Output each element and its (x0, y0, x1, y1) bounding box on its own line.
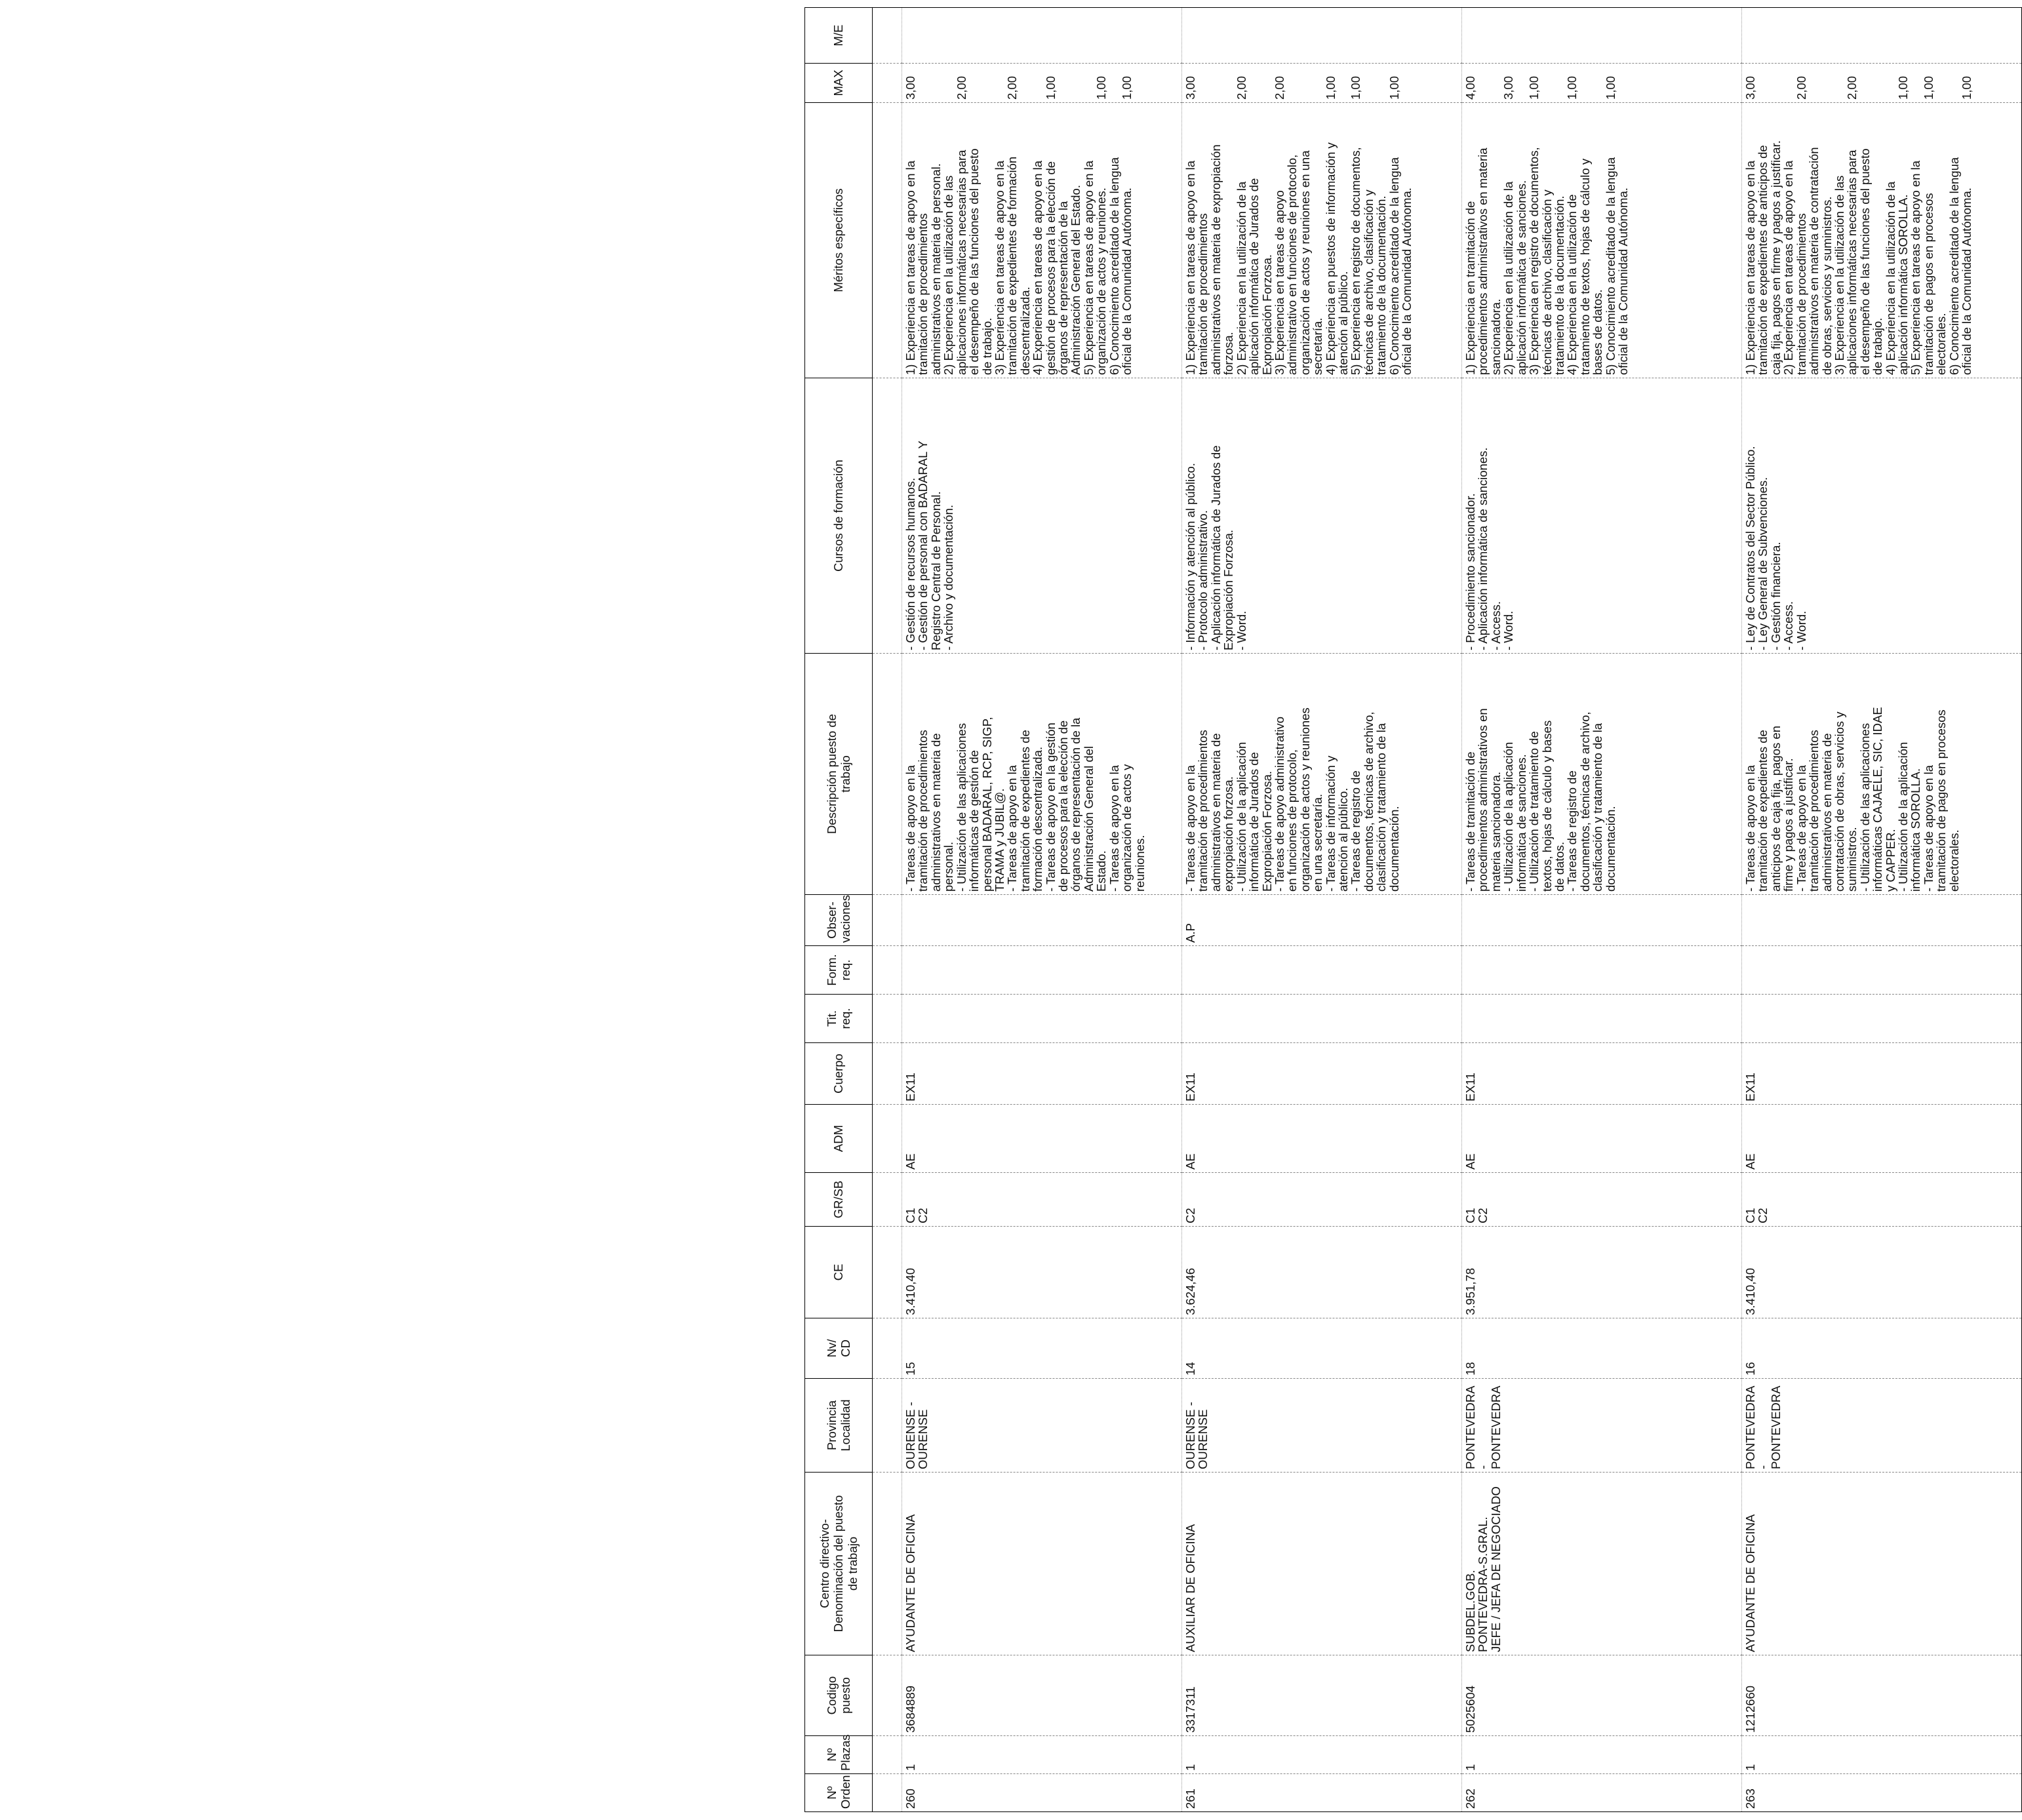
cell-grsb: C2 (1182, 1173, 1462, 1227)
spacer-cell (873, 1318, 902, 1379)
cell-adm: AE (902, 1105, 1182, 1173)
cell-centro (902, 1473, 1182, 1655)
cell-orden: 260 (902, 1774, 1182, 1812)
cell-max: 3,00 2,00 2,00 1,00 1,00 1,00 (1182, 64, 1462, 103)
cell-max: 3,00 2,00 2,00 1,00 1,00 1,00 (1742, 64, 2022, 103)
centro-name: AUXILIAR DE OFICINA (1183, 1524, 1197, 1652)
spacer-cell (873, 895, 902, 946)
header-ce: CE (805, 1227, 873, 1318)
header-plazas: Nº Plazas (805, 1736, 873, 1774)
cell-plazas: 1 (1462, 1736, 1742, 1774)
spacer-cell (873, 1227, 902, 1318)
table-row (1462, 8, 1742, 1812)
cell-ce: 3.410,40 (1742, 1227, 2022, 1318)
cell-cuerpo: EX11 (1462, 1043, 1742, 1105)
cell-cuerpo: EX11 (1742, 1043, 2022, 1105)
cell-obs (1462, 895, 1742, 946)
job-positions-table (804, 7, 2022, 1812)
cell-provincia: OURENSE - OURENSE (1182, 1379, 1462, 1473)
header-meritos: Méritos específicos (805, 103, 873, 378)
cell-me (1182, 8, 1462, 64)
cell-cursos: - Procedimiento sancionador. - Aplicación informática de sanciones. - Access. - Word. (1462, 378, 1742, 654)
cell-descripcion: - Tareas de apoyo en la tramitación de expedientes de anticipos de caja fija, pagos en firme y pagos a justificar. - Tareas de apoyo en la tramitación de procedimientos administrativos en materia de contratación de obras, servicios y suministros. - Utilización de las aplicaciones informáticas CAJAELE, SIC, IDAE y CAPPER. - Utilización de la aplicación informática SOROLLA. - Tareas de apoyo en la tramitación de pagos en procesos electorales. (1742, 654, 2022, 895)
cell-tit (1462, 995, 1742, 1043)
cell-cuerpo: EX11 (902, 1043, 1182, 1105)
cell-centro (1462, 1473, 1742, 1655)
cell-codigo: 3684889 (902, 1655, 1182, 1736)
header-provincia: Provincia Localidad (805, 1379, 873, 1473)
centro-name: AYUDANTE DE OFICINA (903, 1514, 917, 1652)
table-row (1742, 8, 2022, 1812)
cell-form (1462, 946, 1742, 995)
cell-meritos: 1) Experiencia en tareas de apoyo en la tramitación de expedientes de anticipos de caja fija, pagos en firme y pagos a justificar. 2) Experiencia en tareas de apoyo en la tramitación de procedimientos administrativos en materia de contratación de obras, servicios y suministros. 3) Experiencia en la utilización de las aplicaciones informáticas necesarias para el desempeño de las funciones del puesto de trabajo. 4) Experiencia en la utilización de la aplicación informática SOROLLA. 5) Experiencia en tareas de apoyo en la tramitación de pagos en procesos electorales. 6) Conocimiento acreditado de la lengua oficial de la Comunidad Autónoma. (1742, 103, 2022, 378)
cell-ce: 3.624,46 (1182, 1227, 1462, 1318)
cell-cuerpo: EX11 (1182, 1043, 1462, 1105)
cell-form (1182, 946, 1462, 995)
cell-meritos: 1) Experiencia en tramitación de procedimientos administrativos en materia sancionadora. 2) Experiencia en la utilización de la aplicación informática de sanciones. 3) Experiencia en registro de documentos, técnicas de archivo, clasificación y tratamiento de la documentación. 4) Experiencia en la utilización de tratamiento de textos, hojas de cálculo y bases de datos. 5) Conocimiento acreditado de la lengua oficial de la Comunidad Autónoma. (1462, 103, 1742, 378)
cell-me (1742, 8, 2022, 64)
header-adm: ADM (805, 1105, 873, 1173)
cell-descripcion: - Tareas de apoyo en la tramitación de procedimientos administrativos en materia de personal. - Utilización de las aplicaciones informáticas de gestión de personal BADARAL, RCP, SIGP, TRAMA y JUBIL@. - Tareas de apoyo en la tramitación de expedientes de formación descentralizada. - Tareas de apoyo en la gestión de procesos para la elección de órganos de representación de la Administración General del Estado. - Tareas de apoyo en la organización de actos y reuniones. (902, 654, 1182, 895)
spacer-cell (873, 103, 902, 378)
cell-adm: AE (1182, 1105, 1462, 1173)
spacer-cell (873, 1473, 902, 1655)
cell-descripcion: - Tareas de tramitación de procedimientos administrativos en materia sancionadora. - Utilización de la aplicación informática de sanciones. - Utilización de tratamiento de textos, hojas de cálculo y bases de datos. - Tareas de registro de documentos, técnicas de archivo, clasificación y tratamiento de la documentación. (1462, 654, 1742, 895)
cell-tit (902, 995, 1182, 1043)
spacer-cell (873, 8, 902, 64)
cell-nivel: 14 (1182, 1318, 1462, 1379)
cell-me (1462, 8, 1742, 64)
spacer-cell (873, 654, 902, 895)
spacer-cell (873, 1173, 902, 1227)
cell-obs (1742, 895, 2022, 946)
header-codigo: Codigo puesto (805, 1655, 873, 1736)
cell-adm: AE (1742, 1105, 2022, 1173)
centro-name: AYUDANTE DE OFICINA (1743, 1514, 1757, 1652)
cell-grsb: C1 C2 (902, 1173, 1182, 1227)
cell-plazas: 1 (902, 1736, 1182, 1774)
cell-plazas: 1 (1182, 1736, 1462, 1774)
cell-grsb: C1 C2 (1462, 1173, 1742, 1227)
row-262-centro-note: SUBDEL.GOB. PONTEVEDRA-S.GRAL. (1463, 1516, 1490, 1652)
table-row (902, 8, 1182, 1812)
spacer-cell (873, 995, 902, 1043)
spacer-cell (873, 1105, 902, 1173)
cell-form (902, 946, 1182, 995)
cell-obs (902, 895, 1182, 946)
header-max: MAX (805, 64, 873, 103)
spacer-cell (873, 1774, 902, 1812)
header-orden: Nº Orden (805, 1774, 873, 1812)
cell-codigo: 1212660 (1742, 1655, 2022, 1736)
cell-max: 3,00 2,00 2,00 1,00 1,00 1,00 (902, 64, 1182, 103)
header-tit: Tit. req. (805, 995, 873, 1043)
cell-ce: 3.951,78 (1462, 1227, 1742, 1318)
header-me: M/E (805, 8, 873, 64)
header-centro: Centro directivo- Denominación del puesto de trabajo (805, 1473, 873, 1655)
spacer-cell (873, 1655, 902, 1736)
header-obs: Obser- vaciones (805, 895, 873, 946)
cell-provincia: PONTEVEDRA - PONTEVEDRA (1462, 1379, 1742, 1473)
cell-centro (1182, 1473, 1462, 1655)
header-grsb: GR/SB (805, 1173, 873, 1227)
cell-orden: 261 (1182, 1774, 1462, 1812)
cell-descripcion: - Tareas de apoyo en la tramitación de procedimientos administrativos en materia de expropiación forzosa. - Utilización de la aplicación informática de Jurados de Expropiación Forzosa. - Tareas de apoyo administrativo en funciones de protocolo, organización de actos y reuniones en una secretaría. - Tareas de información y atención al público. - Tareas de registro de documentos, técnicas de archivo, clasificación y tratamiento de la documentación. (1182, 654, 1462, 895)
header-descripcion: Descripción puesto de trabajo (805, 654, 873, 895)
cell-grsb: C1 C2 (1742, 1173, 2022, 1227)
cell-obs: A.P (1182, 895, 1462, 946)
cell-tit (1742, 995, 2022, 1043)
header-cuerpo: Cuerpo (805, 1043, 873, 1105)
cell-nivel: 16 (1742, 1318, 2022, 1379)
cell-plazas: 1 (1742, 1736, 2022, 1774)
cell-nivel: 18 (1462, 1318, 1742, 1379)
cell-provincia: PONTEVEDRA - PONTEVEDRA (1742, 1379, 2022, 1473)
cell-centro (1742, 1473, 2022, 1655)
cell-cursos: - Ley de Contratos del Sector Público. - Ley General de Subvenciones. - Gestión financiera. - Access. - Word. (1742, 378, 2022, 654)
header-form: Form. req. (805, 946, 873, 995)
header-nivel: Nv/ CD (805, 1318, 873, 1379)
cell-me (902, 8, 1182, 64)
header-row (805, 8, 873, 1812)
table-row (1182, 8, 1462, 1812)
spacer-cell (873, 1736, 902, 1774)
cell-cursos: - Gestión de recursos humanos. - Gestión de personal con BADARAL Y Registro Central de Personal. - Archivo y documentación. (902, 378, 1182, 654)
spacer-cell (873, 378, 902, 654)
cell-cursos: - Información y atención al público. - Protocolo administrativo. - Aplicación informática de Jurados de Expropiación Forzosa. - Word. (1182, 378, 1462, 654)
cell-adm: AE (1462, 1105, 1742, 1173)
spacer-cell (873, 1379, 902, 1473)
cell-orden: 263 (1742, 1774, 2022, 1812)
cell-tit (1182, 995, 1462, 1043)
cell-meritos: 1) Experiencia en tareas de apoyo en la tramitación de procedimientos administrativos en materia de expropiación forzosa. 2) Experiencia en la utilización de la aplicación informática de Jurados de Expropiación Forzosa. 3) Experiencia en tareas de apoyo administrativo en funciones de protocolo, organización de actos y reuniones en una secretaría. 4) Experiencia en puestos de información y atención al público. 5) Experiencia en registro de documentos, técnicas de archivo, clasificación y tratamiento de la documentación. 6) Conocimiento acreditado de la lengua oficial de la Comunidad Autónoma. (1182, 103, 1462, 378)
cell-ce: 3.410,40 (902, 1227, 1182, 1318)
cell-codigo: 5025604 (1462, 1655, 1742, 1736)
spacer-row (873, 8, 902, 1812)
cell-provincia: OURENSE - OURENSE (902, 1379, 1182, 1473)
cell-orden: 262 (1462, 1774, 1742, 1812)
spacer-cell (873, 64, 902, 103)
centro-name: JEFE / JEFA DE NEGOCIADO (1488, 1486, 1503, 1652)
header-cursos: Cursos de formación (805, 378, 873, 654)
cell-max: 4,00 3,00 1,00 1,00 1,00 (1462, 64, 1742, 103)
cell-nivel: 15 (902, 1318, 1182, 1379)
spacer-cell (873, 1043, 902, 1105)
cell-form (1742, 946, 2022, 995)
cell-codigo: 3317311 (1182, 1655, 1462, 1736)
spacer-cell (873, 946, 902, 995)
cell-meritos: 1) Experiencia en tareas de apoyo en la tramitación de procedimientos administrativos en materia de personal. 2) Experiencia en la utilización de las aplicaciones informáticas necesarias para el desempeño de las funciones del puesto de trabajo. 3) Experiencia en tareas de apoyo en la tramitación de expedientes de formación descentralizada. 4) Experiencia en tareas de apoyo en la gestión de procesos para la elección de órganos de representación de la Administración General del Estado. 5) Experiencia en tareas de apoyo en la organización de actos y reuniones. 6) Conocimiento acreditado de la lengua oficial de la Comunidad Autónoma. (902, 103, 1182, 378)
